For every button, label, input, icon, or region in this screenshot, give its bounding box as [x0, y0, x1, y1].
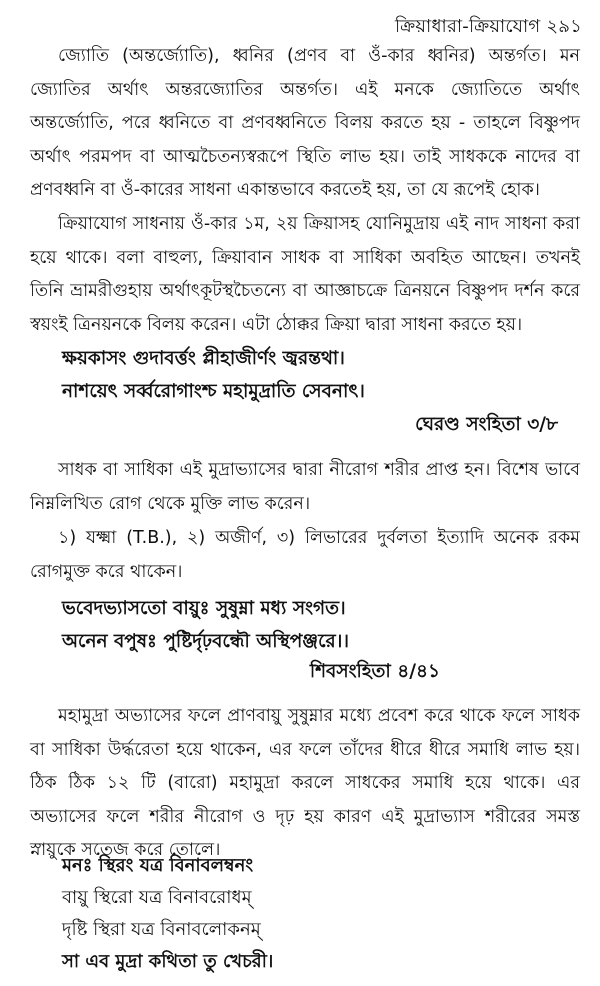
verse-line: অনেন বপুষঃ পুষ্টির্দৃঢ়বন্ধৌ অস্থিপঞ্জরে।।	[62, 631, 349, 652]
sanskrit-verse-3	[62, 850, 582, 978]
paragraph-text: জ্যোতি (অন্তর্জ্যোতি), ধ্বনির (প্রণব বা ওঁ-কার ধ্বনির) অন্তর্গত। মন জ্যোতির অর্থাৎ অন্তরজ্যোতির অন্তর্গত। এই মনকে জ্যোতিতে অর্থাৎ অন্তর্জ্যোতি, পরে ধ্বনিতে বা প্রণবধ্বনিতে বিলয় করতে হয় - তাহলে বিষ্ণুপদ অর্থাৎ পরমপদ বা আত্মচৈতন্যস্বরূপে স্থিতি লাভ হয়। তাই সাধককে নাদের বা প্রণবধ্বনি বা ওঁ-কারের সাধনা একান্তভাবে করতেই হয়, তা যে রূপেই হোক।	[30, 46, 580, 200]
sanskrit-verse-2	[62, 592, 582, 658]
paragraph-kriyayoga	[30, 208, 580, 342]
paragraph-nada	[30, 40, 580, 208]
paragraph-text: ক্রিয়াযোগ সাধনায় ওঁ-কার ১ম, ২য় ক্রিয়াসহ যোনিমুদ্রায় এই নাদ সাধনা করা হয়ে থাকে। বলা বাহুল্য, ক্রিয়াবান সাধক বা সাধিকা অবহিত আছেন। তখনই তিনি ভ্রামরীগুহায় অর্থাৎকূটস্থচৈতন্যে বা আজ্ঞাচক্রে ত্রিনয়নে বিষ্ণুপদ দর্শন করে স্বয়ংই ত্রিনয়নকে বিলয় করেন। এটা ঠোক্কর ক্রিয়া দ্বারা সাধনা করতে হয়।	[30, 214, 580, 335]
running-header: ক্রিয়াধারা-ক্রিয়াযোগ ২৯১	[395, 16, 582, 37]
paragraph-text: সাধক বা সাধিকা এই মুদ্রাভ্যাসের দ্বারা নীরোগ শরীর প্রাপ্ত হন। বিশেষ ভাবে নিম্নলিখিত রোগ থেকে মুক্তি লাভ করেন।	[30, 460, 580, 514]
verse-line: মনঃ স্থিরং যত্র বিনাবলম্বনং	[62, 855, 254, 876]
paragraph-benefits	[30, 454, 580, 521]
verse-line: দৃষ্টি স্থিরা যত্র বিনাবলোকনম্	[62, 919, 261, 940]
verse-source-1: ঘেরণ্ড সংহিতা ৩/৮	[415, 414, 558, 435]
verse-line: সা এব মুদ্রা কথিতা তু খেচরী।	[62, 951, 274, 972]
verse-line: নাশয়েৎ সর্ব্বরোগাংশ্চ মহামুদ্রাতি সেবনাৎ।	[62, 381, 365, 402]
sanskrit-verse-1	[62, 342, 582, 408]
verse-line: ভবেদভ্যাসতো বায়ুঃ সুষুম্না মধ্য সংগত।	[62, 598, 346, 619]
paragraph-mahamudra	[30, 700, 580, 868]
paragraph-text: মহামুদ্রা অভ্যাসের ফলে প্রাণবায়ু সুষুম্নার মধ্যে প্রবেশ করে থাকে ফলে সাধক বা সাধিকা উর্দ্ধরেতা হয়ে থাকেন, এর ফলে তাঁদের ধীরে ধীরে সমাধি লাভ হয়। ঠিক ঠিক ১২ টি (বারো) মহামুদ্রা করলে সাধকের সমাধি হয়ে থাকে। এর অভ্যাসের ফলে শরীর নীরোগ ও দৃঢ় হয় কারণ এই মুদ্রাভ্যাস শরীরের সমস্ত স্নায়ুকে সতেজ করে তোলে।	[30, 706, 580, 860]
verse-line: বায়ু স্থিরো যত্র বিনাবরোধম্	[62, 887, 252, 908]
paragraph-diseases	[30, 522, 580, 589]
verse-line: ক্ষয়কাসং গুদাবর্ত্তং প্লীহাজীর্ণং জ্বরন্তথা।	[62, 348, 345, 369]
paragraph-text: ১) যক্ষ্মা (T.B.), ২) অজীর্ণ, ৩) লিভারের দুর্বলতা ইত্যাদি অনেক রকম রোগমুক্ত করে থাকেন।	[30, 528, 580, 582]
verse-source-2: শিবসংহিতা ৪/৪১	[309, 661, 440, 682]
